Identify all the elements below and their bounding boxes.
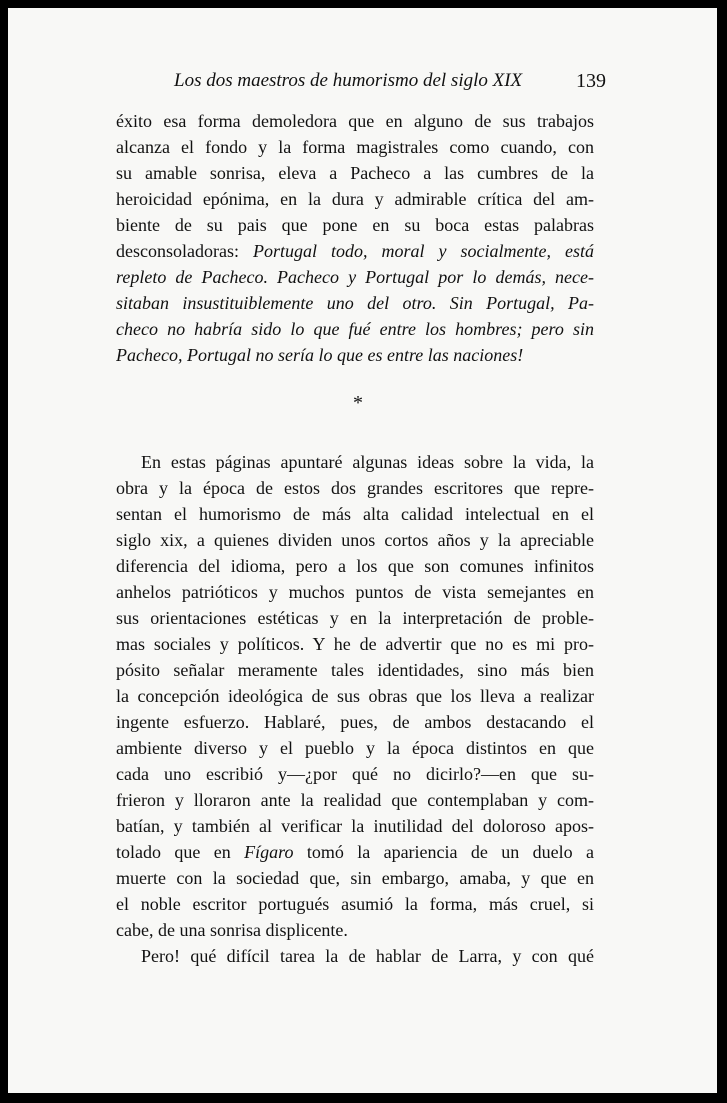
text-line: obra y la época de estos dos grandes escritores que repre-: [116, 478, 594, 498]
text-line: batían, y también al verificar la inutilidad del doloroso apos-: [116, 816, 594, 836]
text-line: siglo xix, a quienes dividen unos cortos años y la apreciable: [116, 530, 594, 550]
text-line: muerte con la sociedad que, sin embargo, amaba, y que en: [116, 868, 594, 888]
page-number: 139: [576, 70, 606, 92]
section-separator: *: [353, 392, 363, 414]
header-title: Los dos maestros de humorismo del siglo XIX: [174, 70, 523, 91]
text-line: cabe, de una sonrisa displicente.: [116, 920, 348, 940]
body-text: [8, 8, 717, 1093]
text-line: checo no habría sido lo que fué entre los hombres; pero sin: [116, 319, 594, 339]
text-roman: tolado que en: [116, 842, 245, 862]
text-line: pósito señalar meramente tales identidades, sino más bien: [116, 660, 594, 680]
text-line: diferencia del idioma, pero a los que son comunes infinitos: [116, 556, 594, 576]
text-line: cada uno escribió y—¿por qué no dicirlo?—en que su-: [116, 764, 594, 784]
text-line: sentan el humorismo de más alta calidad intelectual en el: [116, 504, 594, 524]
text-line: Pacheco, Portugal no sería lo que es entre las naciones!: [116, 345, 524, 365]
text-line: sus orientaciones estéticas y en la interpretación de proble-: [116, 608, 594, 628]
text-italic: Fígaro: [244, 842, 294, 862]
text-line: éxito esa forma demoledora que en alguno de sus trabajos: [116, 111, 594, 131]
text-line: [116, 839, 594, 865]
text-line: Pero! qué difícil tarea la de hablar de Larra, y con qué: [141, 946, 594, 966]
text-line: su amable sonrisa, eleva a Pacheco a las cumbres de la: [116, 163, 594, 183]
text-roman: tomó la apariencia de un duelo a: [293, 842, 594, 862]
text-line: En estas páginas apuntaré algunas ideas sobre la vida, la: [141, 452, 594, 472]
text-line: ambiente diverso y el pueblo y la época distintos en que: [116, 738, 594, 758]
text-line: anhelos patrióticos y muchos puntos de vista semejantes en: [116, 582, 594, 602]
text-line: el noble escritor portugués asumió la forma, más cruel, si: [116, 894, 594, 914]
text-line: ingente esfuerzo. Hablaré, pues, de ambos destacando el: [116, 712, 594, 732]
text-line: biente de su pais que pone en su boca estas palabras: [116, 215, 594, 235]
text-line: frieron y lloraron ante la realidad que contemplaban y com-: [116, 790, 594, 810]
text-line: mas sociales y políticos. Y he de advertir que no es mi pro-: [116, 634, 594, 654]
text-line: alcanza el fondo y la forma magistrales como cuando, con: [116, 137, 594, 157]
text-line: repleto de Pacheco. Pacheco y Portugal por lo demás, nece-: [116, 267, 594, 287]
text-line: la concepción ideológica de sus obras que los lleva a realizar: [116, 686, 594, 706]
text-roman: desconsoladoras:: [116, 241, 253, 261]
text-line: heroicidad epónima, en la dura y admirable crítica del am-: [116, 189, 594, 209]
text-italic: Portugal todo, moral y socialmente, está: [252, 241, 594, 261]
book-page: [8, 8, 717, 1093]
text-line: [116, 238, 594, 264]
text-line: sitaban insustituiblemente uno del otro. Sin Portugal, Pa-: [116, 293, 594, 313]
